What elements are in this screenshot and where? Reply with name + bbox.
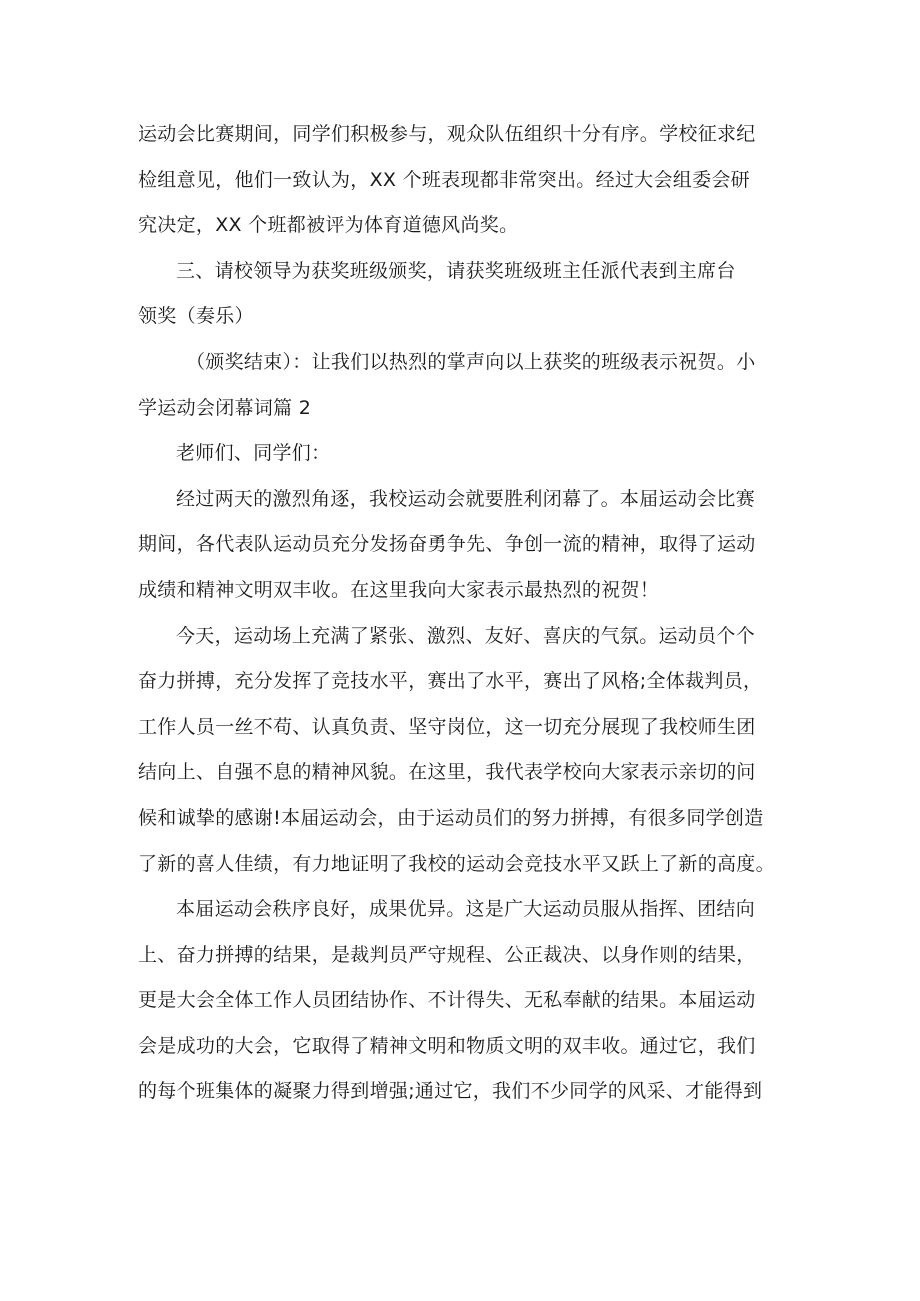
text-line: 三、请校领导为获奖班级颁奖，请获奖班级班主任派代表到主席台 — [176, 259, 736, 282]
text-line: 期间，各代表队运动员充分发扬奋勇争先、争创一流的精神，取得了运动 — [138, 533, 756, 556]
section-heading: 学运动会闭幕词篇 2 — [138, 396, 312, 419]
text-line: 经过两天的激烈角逐，我校运动会就要胜利闭幕了。本届运动会比赛 — [176, 487, 756, 510]
text-line: 上、奋力拼搏的结果，是裁判员严守规程、公正裁决、以身作则的结果， — [138, 943, 756, 966]
salutation: 老师们、同学们： — [176, 442, 331, 465]
text-line: 今天，运动场上充满了紧张、激烈、友好、喜庆的气氛。运动员个个 — [176, 624, 756, 647]
text-line: 结向上、自强不息的精神风貌。在这里，我代表学校向大家表示亲切的问 — [138, 761, 756, 784]
text-line: （颁奖结束）：让我们以热烈的掌声向以上获奖的班级表示祝贺。小 — [186, 350, 756, 373]
text-line: 检组意见，他们一致认为，XX 个班表现都非常突出。经过大会组委会研 — [138, 168, 750, 191]
text-line: 会是成功的大会，它取得了精神文明和物质文明的双丰收。通过它，我们 — [138, 1034, 756, 1057]
text-line: 奋力拼搏，充分发挥了竞技水平，赛出了水平，赛出了风格;全体裁判员， — [138, 670, 763, 693]
text-line: 本届运动会秩序良好，成果优异。这是广大运动员服从指挥、团结向 — [176, 898, 756, 921]
text-line: 工作人员一丝不苟、认真负责、坚守岗位，这一切充分展现了我校师生团 — [138, 715, 756, 738]
document-body — [138, 112, 798, 1115]
text-line: 成绩和精神文明双丰收。在这里我向大家表示最热烈的祝贺！ — [138, 578, 660, 601]
text-line: 的每个班集体的凝聚力得到增强;通过它，我们不少同学的风采、才能得到 — [138, 1080, 763, 1103]
text-line: 领奖（奏乐） — [138, 305, 254, 328]
text-line: 候和诚挚的感谢!本届运动会，由于运动员们的努力拼搏，有很多同学创造 — [138, 806, 764, 829]
text-line: 了新的喜人佳绩，有力地证明了我校的运动会竞技水平又跃上了新的高度。 — [138, 852, 775, 875]
text-line: 究决定，XX 个班都被评为体育道德风尚奖。 — [138, 214, 519, 237]
text-line: 运动会比赛期间，同学们积极参与，观众队伍组织十分有序。学校征求纪 — [138, 123, 756, 145]
text-line: 更是大会全体工作人员团结协作、不计得失、无私奉献的结果。本届运动 — [138, 989, 756, 1012]
